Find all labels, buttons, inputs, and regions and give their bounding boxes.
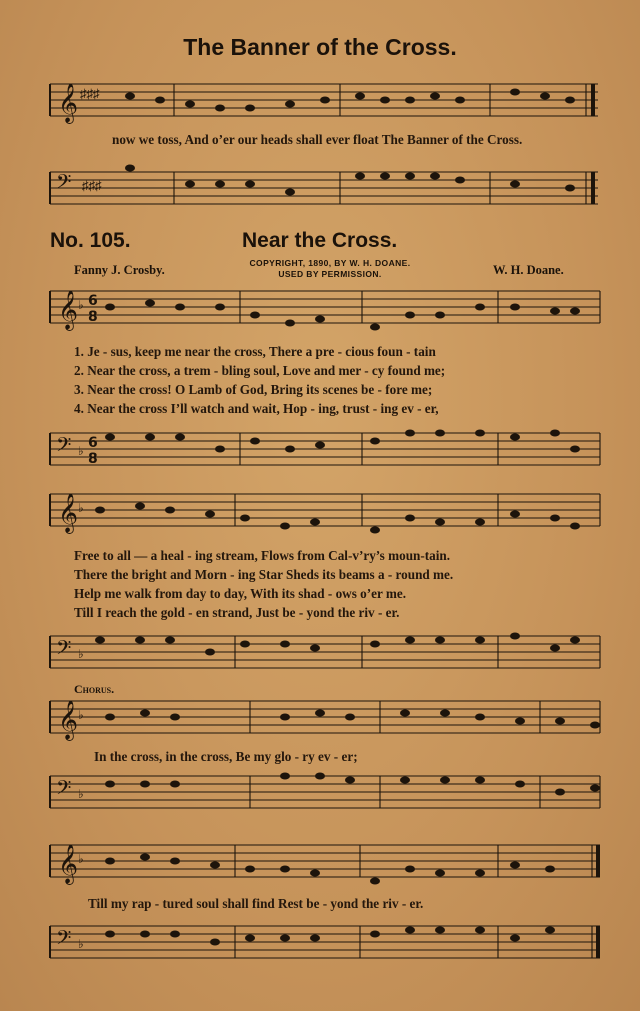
svg-text:♭: ♭ [78,444,84,458]
svg-text:𝄞: 𝄞 [58,844,79,884]
svg-text:𝄢: 𝄢 [56,433,72,461]
svg-text:♭: ♭ [78,937,84,951]
system1-verse-4: 4. Near the cross I’ll watch and wait, Hop - ing, trust - ing ev - er, [74,401,439,416]
author-credit: Fanny J. Crosby. [74,263,165,277]
svg-text:♭: ♭ [78,647,84,661]
system2-verse-1: Free to all — a heal - ing stream, Flows from Cal-v’ry’s moun-tain. [74,548,451,563]
svg-text:6: 6 [88,435,98,451]
composer-credit: W. H. Doane. [493,263,564,277]
prev-bass-staff [50,166,600,210]
chorus-treble-staff-1 [50,693,600,741]
chorus-bass-staff-2 [50,918,600,966]
system2-verse-2: There the bright and Morn - ing Star Sheds its beams a - round me. [74,567,454,582]
svg-text:♭: ♭ [78,501,84,515]
svg-text:♭: ♭ [78,298,84,312]
svg-text:𝄢: 𝄢 [56,170,72,198]
svg-text:𝄢: 𝄢 [56,926,72,954]
svg-text:6: 6 [88,293,98,309]
svg-text:𝄞: 𝄞 [58,290,79,330]
svg-text:♭: ♭ [78,708,84,722]
system2-verse-4: Till I reach the gold - en strand, Just be - yond the riv - er. [74,605,400,620]
prev-hymn-title: The Banner of the Cross. [183,34,457,60]
copyright-line-2: USED BY PERMISSION. [278,269,382,279]
chorus-label: Chorus. [74,682,115,696]
hymn-title: Near the Cross. [242,229,398,252]
system1-verse-1: 1. Je - sus, keep me near the cross, There a pre - cious foun - tain [74,344,436,359]
prev-treble-staff [50,78,600,122]
chorus-line-1: In the cross, in the cross, Be my glo - ry ev - er; [94,749,358,764]
svg-text:8: 8 [88,309,98,325]
system1-bass-staff [50,425,600,473]
svg-text:𝄢: 𝄢 [56,776,72,804]
chorus-bass-staff-1 [50,768,600,816]
svg-text:♯♯♯: ♯♯♯ [80,86,100,101]
svg-text:8: 8 [88,451,98,467]
system1-verse-2: 2. Near the cross, a trem - bling soul, Love and mer - cy found me; [74,363,446,378]
svg-text:♭: ♭ [78,787,84,801]
svg-text:♯♯♯: ♯♯♯ [82,178,102,193]
svg-text:𝄢: 𝄢 [56,636,72,664]
system2-treble-staff [50,486,600,534]
system2-bass-staff [50,628,600,676]
chorus-line-2: Till my rap - tured soul shall find Rest be - yond the riv - er. [88,896,424,911]
svg-text:𝄞: 𝄞 [58,700,79,740]
svg-text:𝄞: 𝄞 [58,493,79,533]
hymn-number: No. 105. [50,229,131,252]
system1-verse-3: 3. Near the cross! O Lamb of God, Bring its scenes be - fore me; [74,382,433,397]
prev-hymn-lyric: now we toss, And o’er our heads shall ever float The Banner of the Cross. [112,132,523,147]
system2-verse-3: Help me walk from day to day, With its shad - ows o’er me. [74,586,407,601]
svg-text:𝄞: 𝄞 [58,83,79,123]
system1-treble-staff [50,283,600,331]
svg-text:♭: ♭ [78,852,84,866]
copyright-line-1: COPYRIGHT, 1890, BY W. H. DOANE. [249,258,411,268]
chorus-treble-staff-2 [50,837,600,885]
